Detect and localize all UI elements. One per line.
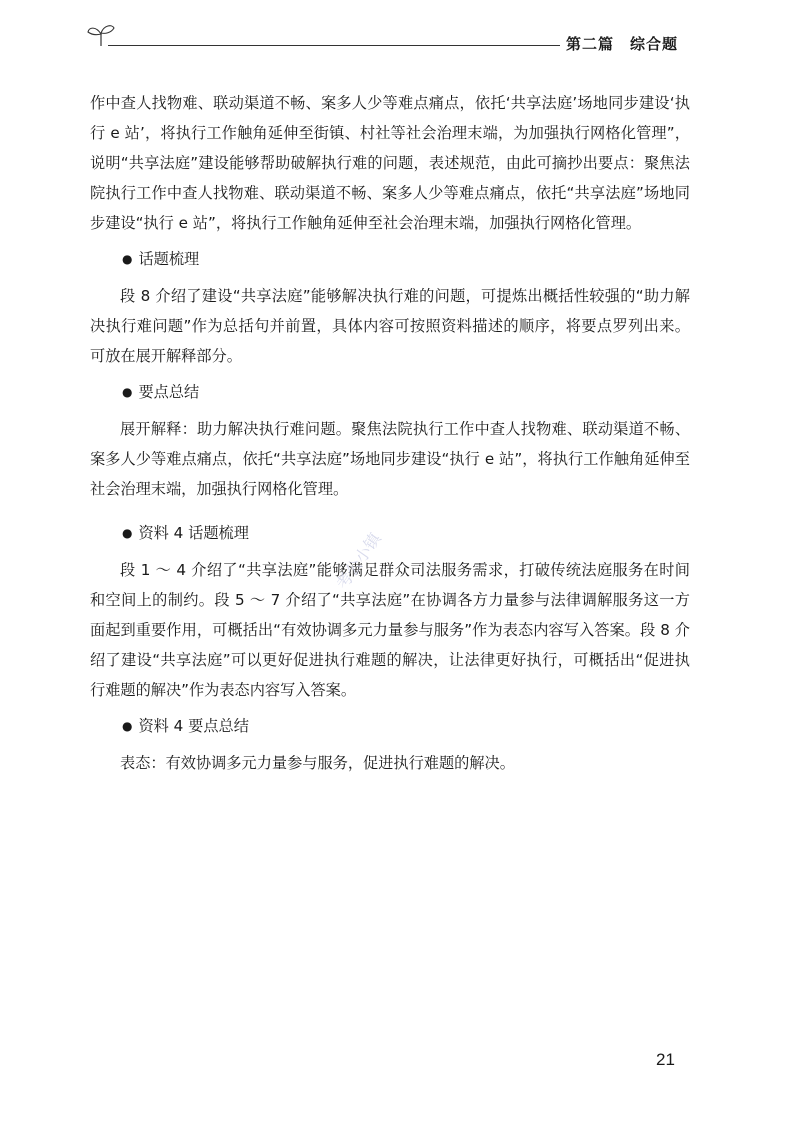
page-header [0, 0, 800, 60]
bullet-heading-label: 资料 4 要点总结 [138, 717, 249, 735]
bullet-icon: ● [122, 252, 133, 266]
paragraph: 表态：有效协调多元力量参与服务，促进执行难题的解决。 [120, 754, 515, 772]
bullet-heading-label: 要点总结 [138, 383, 200, 401]
bullet-heading-label: 话题梳理 [138, 250, 200, 268]
bullet-icon: ● [122, 719, 133, 733]
paragraph: 段 1 ～ 4 介绍了“共享法庭”能够满足群众司法服务需求，打破传统法庭服务在时间和空间上的制约。段 5 ～ 7 介绍了“共享法庭”在协调各方力量参与法律调解服务这一方面起到重要作用，可概括出“有效协调多元力量参与服务”作为表态内容写入答案。段 8 介绍了建设“共享法庭”可以更好促进执行难题的解决，让法律更好执行，可概括出“促进执行难题的解决”作为表态内容写入答案。 [90, 561, 690, 699]
bullet-heading-label: 资料 4 话题梳理 [138, 524, 249, 542]
header-rule [108, 45, 560, 46]
bullet-icon: ● [122, 385, 133, 399]
bullet-heading [90, 518, 690, 549]
bullet-icon: ● [122, 526, 133, 540]
watermark: 考公小镇 [332, 529, 385, 593]
page-number: 21 [656, 1050, 675, 1069]
bullet-heading [90, 711, 690, 742]
bullet-heading [90, 377, 690, 408]
paragraph: 段 8 介绍了建设“共享法庭”能够解决执行难的问题，可提炼出概括性较强的“助力解决执行难问题”作为总括句并前置，具体内容可按照资料描述的顺序，将要点罗列出来。可放在展开解释部分。 [90, 287, 690, 365]
paragraph: 作中查人找物难、联动渠道不畅、案多人少等难点痛点，依托‘共享法庭’场地同步建设‘执行 e 站’，将执行工作触角延伸至街镇、村社等社会治理末端，为加强执行网格化管理”，说明“共享法庭”建设能够帮助破解执行难的问题，表述规范，由此可摘抄出要点：聚焦法院执行工作中查人找物难、联动渠道不畅、案多人少等难点痛点，依托“共享法庭”场地同步建设“执行 e 站”，将执行工作触角延伸至社会治理末端，加强执行网格化管理。 [90, 94, 690, 232]
section-title: 第二篇 综合题 [566, 35, 679, 53]
paragraph: 展开解释：助力解决执行难问题。聚焦法院执行工作中查人找物难、联动渠道不畅、案多人少等难点痛点，依托“共享法庭”场地同步建设“执行 e 站”，将执行工作触角延伸至社会治理末端，加强执行网格化管理。 [90, 420, 690, 498]
bullet-heading [90, 244, 690, 275]
body-text [90, 88, 690, 778]
